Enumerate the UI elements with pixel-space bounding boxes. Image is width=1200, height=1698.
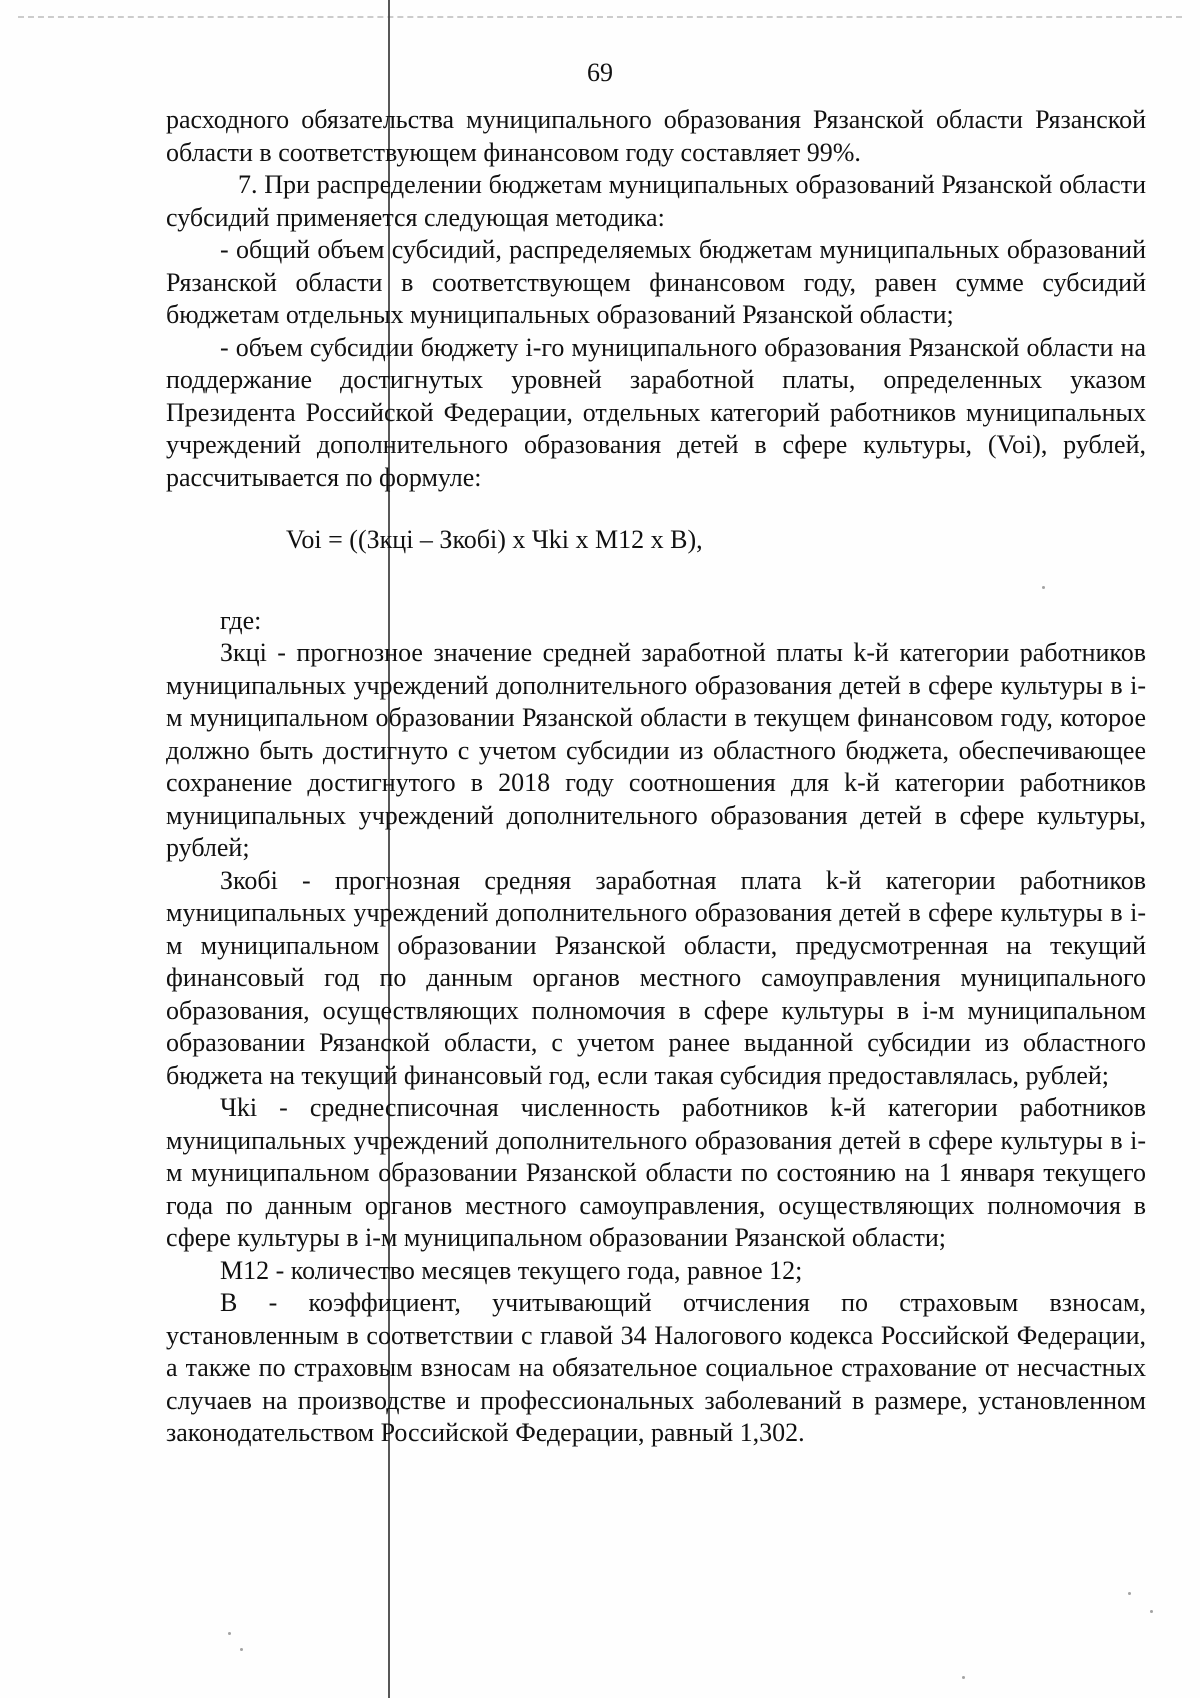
scan-speck: [228, 1632, 231, 1635]
paragraph-def-b: B - коэффициент, учитывающий отчисления по страховым взносам, установленным в соответствии с главой 34 Налогового кодекса Российской Федерации, а также по страховым взносам на обязательное социальное страхование от несчастных случаев на производстве и профессиональных заболеваний в размере, установленном законодательством Российской Федерации, равный 1,302.: [166, 1288, 1146, 1447]
paragraph-subsidy-volume: - объем субсидии бюджету i-го муниципального образования Рязанской области на поддержание достигнутых уровней заработной платы, определенных указом Президента Российской Федерации, отдельных категорий работников муниципальных учреждений дополнительного образования детей в сфере культуры, (Voi), рублей, рассчитывается по формуле:: [166, 332, 1146, 492]
paragraph-total-subsidy: - общий объем субсидий, распределяемых бюджетам муниципальных образований Рязанской области в соответствующем финансовом году, равен сумме субсидий бюджетам отдельных муниципальных образований Рязанской области;: [166, 235, 1146, 329]
paragraph-def-chk: Чki - среднесписочная численность работников k-й категории работников муниципальных учреждений дополнительного образования детей в сфере культуры в i-м муниципальном образовании Рязанской области по состоянию на 1 января текущего года по данным органов местного самоуправления, осуществляющих полномочия в сфере культуры в i-м муниципальном образовании Рязанской области;: [166, 1093, 1146, 1252]
scan-speck: [240, 1648, 243, 1651]
scan-speck: [1128, 1592, 1131, 1595]
document-body: [166, 104, 1146, 1450]
paragraph-where: где:: [220, 605, 262, 635]
paragraph-def-zkob: Зкобi - прогнозная средняя заработная плата k-й категории работников муниципальных учреждений дополнительного образования детей в сфере культуры в i-м муниципальном образовании Рязанской области, предусмотренная на текущий финансовый год по данным органов местного самоуправления муниципального образования, осуществляющих полномочия в сфере культуры в i-м муниципальном образовании Рязанской области, с учетом ранее выданной субсидии из областного бюджета на текущий финансовый год, если такая субсидия предоставлялась, рублей;: [166, 865, 1146, 1090]
paragraph-def-m12: M12 - количество месяцев текущего года, равное 12;: [220, 1255, 803, 1285]
formula: Voi = ((Зкцi – Зкобi) x Чki x M12 x B),: [286, 525, 703, 554]
paragraph-def-zkc: Зкцi - прогнозное значение средней заработной платы k-й категории работников муниципальных учреждений дополнительного образования детей в сфере культуры в i-м муниципальном образовании Рязанской области в текущем финансовом году, которое должно быть достигнуто с учетом субсидии из областного бюджета, обеспечивающее сохранение достигнутого в 2018 году соотношения для k-й категории работников муниципальных учреждений дополнительного образования детей в сфере культуры, рублей;: [166, 638, 1146, 862]
scan-speck: [962, 1676, 965, 1679]
scan-speck: [1150, 1610, 1153, 1613]
page-number: 69: [587, 58, 613, 87]
paragraph-item-7: 7. При распределении бюджетам муниципальных образований Рязанской области субсидий применяется следующая методика:: [166, 170, 1146, 232]
scan-edge-line: [18, 16, 1182, 18]
scan-speck: [1042, 586, 1045, 589]
paragraph-obligation-end: расходного обязательства муниципального образования Рязанской области Рязанской области в соответствующем финансовом году составляет 99%.: [166, 105, 1146, 167]
